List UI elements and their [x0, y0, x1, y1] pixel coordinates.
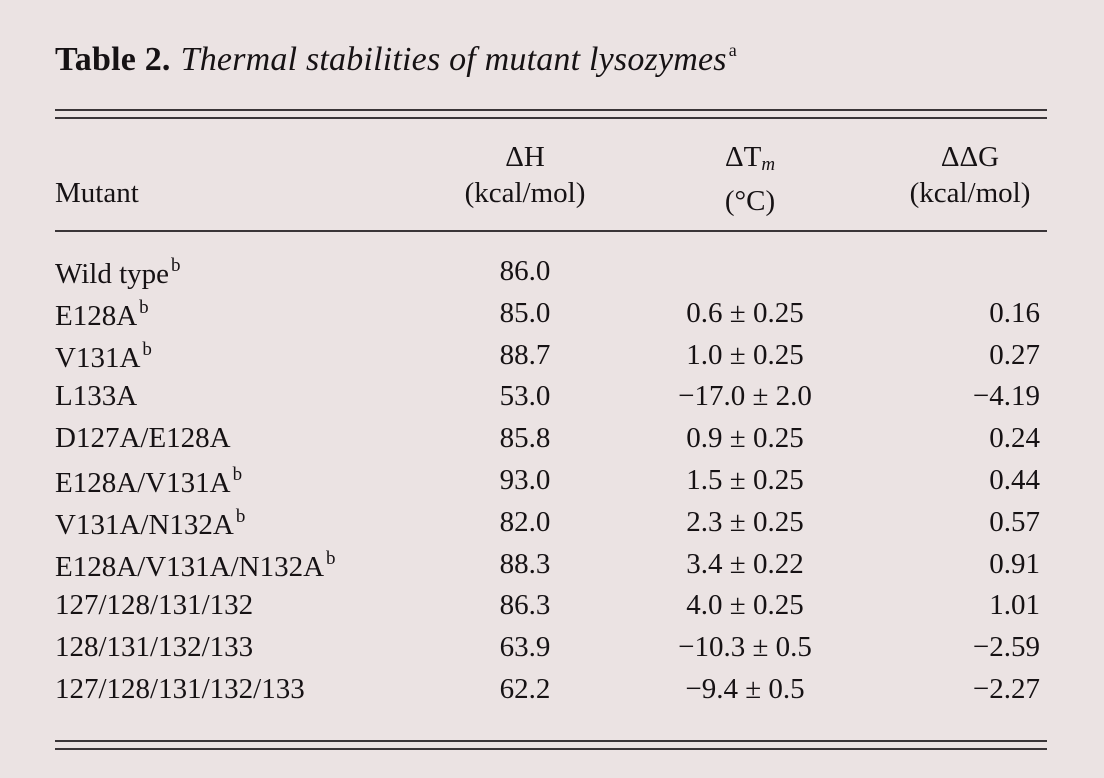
- delta-delta-g-cell: −2.59: [972, 631, 1040, 664]
- delta-delta-g-cell: 0.16: [989, 296, 1040, 329]
- table-caption: [55, 40, 737, 79]
- delta-tm-unit: (°C): [724, 185, 776, 217]
- mutant-name: L133A: [55, 380, 138, 413]
- table-row: [0, 631, 1104, 672]
- mutant-cell: [55, 589, 253, 622]
- delta-h-cell: 88.3: [499, 547, 551, 580]
- delta-tm-cell: 0.9 ± 0.25: [686, 422, 804, 455]
- footnote-marker: b: [171, 255, 181, 276]
- delta-delta-g-cell: 0.24: [989, 422, 1040, 455]
- delta-h-cell: 62.2: [499, 673, 551, 705]
- mutant-cell: [55, 380, 137, 413]
- delta-tm-cell: 1.0 ± 0.25: [686, 338, 804, 371]
- header-rule: [55, 230, 1047, 232]
- mutant-name: 127/128/131/132/133: [55, 673, 305, 705]
- top-rule-double: [55, 117, 1047, 119]
- delta-tm-cell: 2.3 ± 0.25: [686, 505, 804, 538]
- mutant-name: 128/131/132/133: [55, 631, 254, 664]
- footnote-marker: b: [326, 547, 336, 569]
- table-row: [0, 464, 1104, 505]
- table-row: [0, 380, 1104, 421]
- mutant-name: V131A: [55, 341, 141, 374]
- footnote-marker: b: [235, 505, 246, 527]
- bottom-rule-double: [55, 748, 1047, 750]
- delta-delta-g-symbol: ΔΔG: [940, 141, 1000, 173]
- mutant-cell: [55, 255, 181, 291]
- table-number: Table 2.: [55, 41, 171, 78]
- delta-delta-g-cell: 1.01: [989, 589, 1040, 622]
- top-rule: [55, 109, 1047, 111]
- delta-delta-g-cell: 0.91: [989, 547, 1040, 580]
- delta-h-cell: 82.0: [499, 505, 551, 538]
- header-mutant: Mutant: [55, 177, 139, 209]
- delta-t-symbol: ΔT: [724, 141, 762, 173]
- delta-delta-g-cell: 0.27: [989, 338, 1040, 371]
- delta-h-symbol: ΔH: [505, 141, 545, 173]
- mutant-cell: [55, 339, 152, 375]
- mutant-name: V131A/N132A: [55, 508, 234, 541]
- mutant-cell: [55, 464, 242, 500]
- delta-delta-g-cell: −4.19: [972, 380, 1040, 413]
- delta-delta-g-cell: 0.57: [989, 505, 1040, 538]
- table-row: [0, 548, 1104, 589]
- header-delta-delta-g: [885, 139, 1055, 211]
- mutant-name: D127A/E128A: [55, 422, 231, 455]
- delta-tm-cell: 3.4 ± 0.22: [686, 547, 804, 580]
- mutant-cell: [55, 506, 245, 542]
- bottom-rule: [55, 740, 1047, 742]
- delta-t-subscript: m: [761, 154, 776, 175]
- mutant-name: E128A/V131A: [55, 467, 231, 499]
- table-row: [0, 339, 1104, 380]
- table-row: [0, 422, 1104, 463]
- mutant-name: Wild type: [55, 258, 170, 290]
- delta-h-cell: 86.0: [499, 255, 551, 287]
- delta-tm-cell: −9.4 ± 0.5: [685, 673, 805, 705]
- delta-h-unit: (kcal/mol): [464, 177, 586, 209]
- footnote-marker: b: [232, 464, 243, 485]
- delta-tm-cell: −17.0 ± 2.0: [678, 380, 812, 413]
- table-title: Thermal stabilities of mutant lysozymes: [180, 41, 727, 78]
- delta-h-cell: 86.3: [499, 589, 551, 622]
- delta-h-cell: 63.9: [499, 631, 551, 664]
- mutant-cell: [55, 297, 149, 333]
- table-row: [0, 673, 1104, 714]
- delta-h-cell: 85.0: [499, 296, 551, 329]
- footnote-marker: b: [142, 338, 152, 360]
- mutant-cell: [55, 548, 336, 584]
- table-row: [0, 297, 1104, 338]
- mutant-name: E128A/V131A/N132A: [55, 550, 325, 583]
- delta-h-cell: 53.0: [499, 380, 551, 413]
- mutant-cell: [55, 422, 231, 455]
- delta-delta-g-cell: 0.44: [989, 464, 1040, 496]
- mutant-cell: [55, 631, 253, 664]
- header-delta-h: [440, 139, 610, 211]
- caption-footnote-marker: a: [728, 40, 737, 60]
- delta-delta-g-cell: −2.27: [972, 673, 1040, 705]
- table-row: [0, 589, 1104, 630]
- delta-h-cell: 85.8: [499, 422, 551, 455]
- delta-tm-cell: 1.5 ± 0.25: [686, 464, 804, 496]
- delta-delta-g-unit: (kcal/mol): [909, 177, 1031, 209]
- delta-tm-cell: 0.6 ± 0.25: [686, 296, 804, 329]
- mutant-name: E128A: [55, 299, 138, 332]
- mutant-name: 127/128/131/132: [55, 589, 254, 622]
- header-delta-tm: [690, 139, 810, 219]
- delta-tm-cell: −10.3 ± 0.5: [678, 631, 812, 664]
- table-row: [0, 506, 1104, 547]
- delta-h-cell: 93.0: [499, 464, 551, 496]
- delta-h-cell: 88.7: [499, 338, 551, 371]
- delta-tm-cell: 4.0 ± 0.25: [686, 589, 804, 622]
- mutant-cell: [55, 673, 305, 706]
- table-row: [0, 255, 1104, 296]
- footnote-marker: b: [139, 296, 149, 318]
